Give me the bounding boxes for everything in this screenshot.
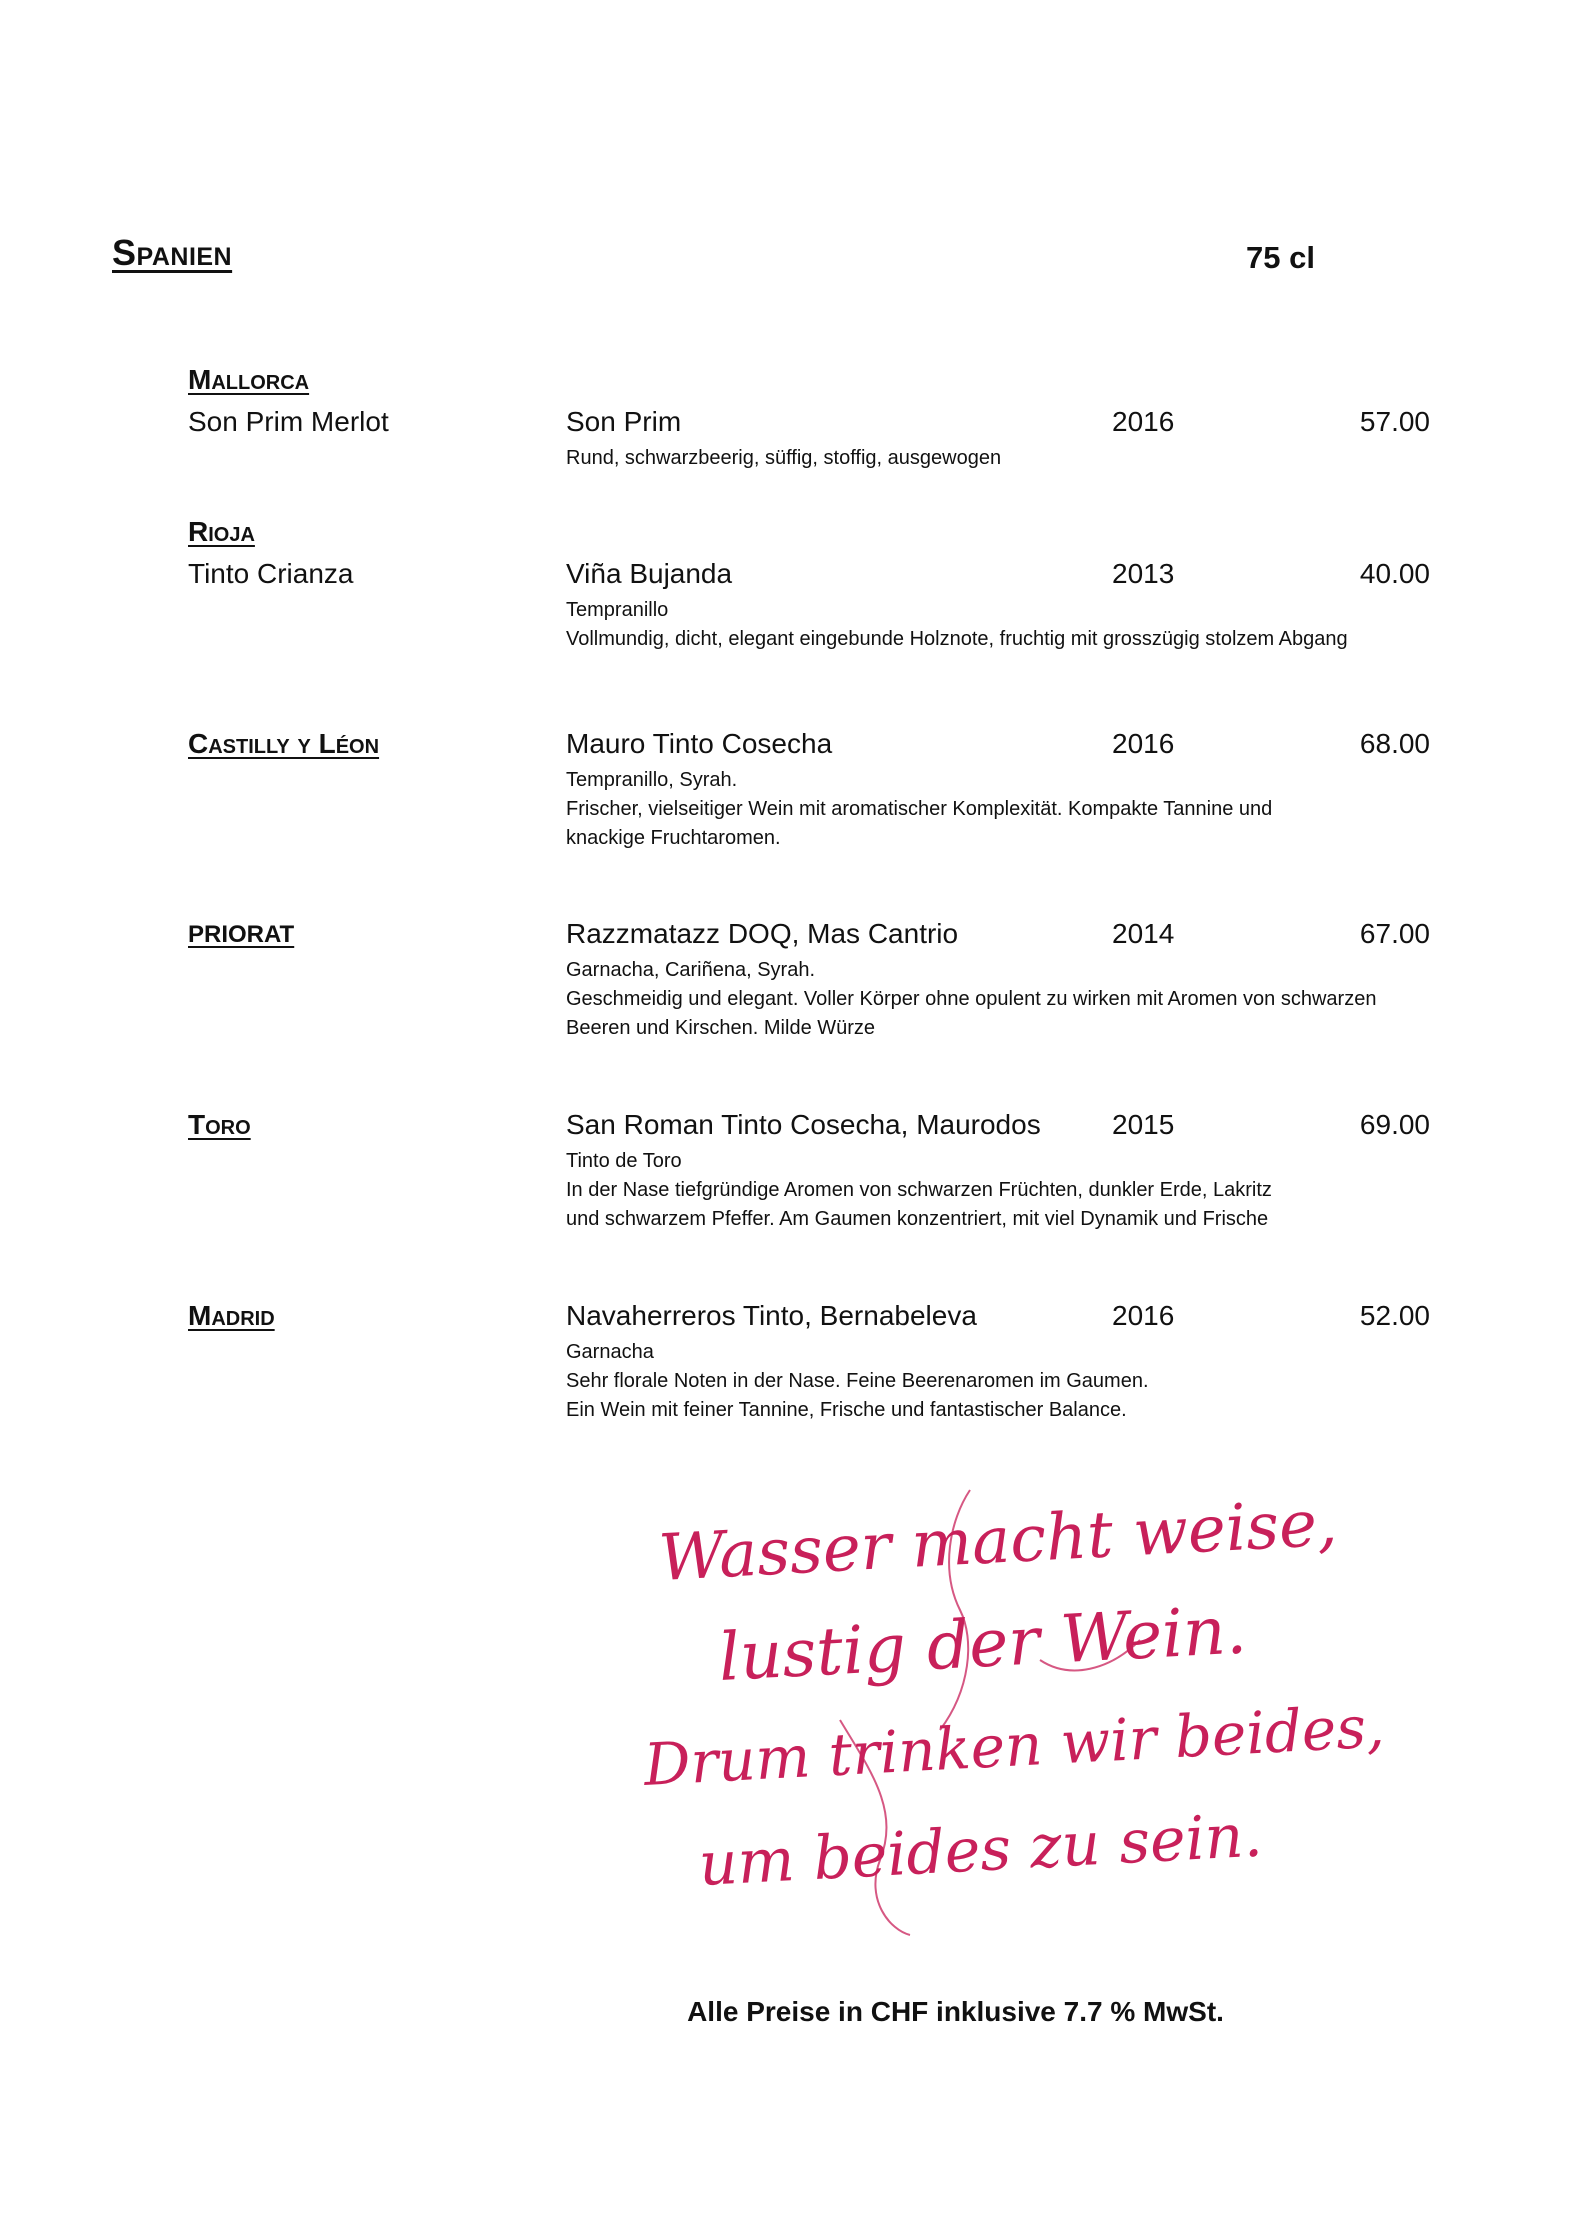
quote-line-1: Wasser macht weise, xyxy=(656,1486,1339,1596)
vintage-priorat: 2014 xyxy=(1112,918,1175,949)
wine-name-priorat: Razzmatazz DOQ, Mas Cantrio xyxy=(566,918,959,949)
region-toro: Toro xyxy=(188,1109,251,1140)
quote-line-2: lustig der Wein. xyxy=(716,1591,1249,1696)
note-madrid-3: Ein Wein mit feiner Tannine, Frische und fantastischer Balance. xyxy=(566,1399,1127,1421)
region-priorat: PRIORAT xyxy=(188,921,295,948)
note-madrid-1: Garnacha xyxy=(566,1341,654,1363)
note-madrid-2: Sehr florale Noten in der Nase. Feine Beerenaromen im Gaumen. xyxy=(566,1370,1149,1392)
price-priorat: 67.00 xyxy=(1359,918,1430,949)
note-castilly-1: Tempranillo, Syrah. xyxy=(566,769,738,791)
vintage-mallorca: 2016 xyxy=(1112,406,1175,437)
price-mallorca: 57.00 xyxy=(1359,406,1430,437)
vintage-toro: 2015 xyxy=(1112,1109,1175,1140)
note-toro-1: Tinto de Toro xyxy=(566,1150,682,1172)
price-castilly: 68.00 xyxy=(1359,728,1430,759)
region-rioja: Rioja xyxy=(188,516,255,547)
wine-name-toro: San Roman Tinto Cosecha, Maurodos xyxy=(566,1109,1041,1140)
appellation-rioja: Tinto Crianza xyxy=(188,558,354,589)
note-toro-2: In der Nase tiefgründige Aromen von schwarzen Früchten, dunkler Erde, Lakritz xyxy=(566,1179,1272,1201)
calligraphy-quote xyxy=(640,1480,1386,1940)
note-toro-3: und schwarzem Pfeffer. Am Gaumen konzentriert, mit viel Dynamik und Frische xyxy=(566,1208,1269,1230)
wine-name-rioja: Viña Bujanda xyxy=(566,558,733,589)
note-mallorca-1: Rund, schwarzbeerig, süffig, stoffig, ausgewogen xyxy=(566,447,1002,469)
quote-line-3: Drum trinken wir beides, xyxy=(642,1692,1386,1799)
region-madrid: Madrid xyxy=(188,1300,275,1331)
vintage-madrid: 2016 xyxy=(1112,1300,1175,1331)
vintage-castilly: 2016 xyxy=(1112,728,1175,759)
note-rioja-1: Tempranillo xyxy=(566,599,669,621)
note-castilly-3: knackige Fruchtaromen. xyxy=(566,827,781,849)
wine-name-madrid: Navaherreros Tinto, Bernabeleva xyxy=(566,1300,977,1331)
quote-line-4: um beides zu sein. xyxy=(697,1800,1265,1900)
page-title: Spanien xyxy=(112,232,233,273)
region-castilly-y-leon: Castilly y Léon xyxy=(188,728,380,759)
note-priorat-2: Geschmeidig und elegant. Voller Körper ohne opulent zu wirken mit Aromen von schwarzen xyxy=(566,988,1377,1010)
price-rioja: 40.00 xyxy=(1359,558,1430,589)
wine-name-castilly: Mauro Tinto Cosecha xyxy=(566,728,833,759)
note-castilly-2: Frischer, vielseitiger Wein mit aromatischer Komplexität. Kompakte Tannine und xyxy=(566,798,1273,820)
price-disclaimer: Alle Preise in CHF inklusive 7.7 % MwSt. xyxy=(687,1996,1224,2027)
wine-name-mallorca: Son Prim xyxy=(566,406,682,437)
volume-label: 75 cl xyxy=(1246,240,1315,275)
price-toro: 69.00 xyxy=(1359,1109,1430,1140)
vintage-rioja: 2013 xyxy=(1112,558,1175,589)
region-mallorca: Mallorca xyxy=(188,364,310,395)
note-rioja-2: Vollmundig, dicht, elegant eingebunde Holznote, fruchtig mit grosszügig stolzem Abgang xyxy=(566,628,1348,650)
price-madrid: 52.00 xyxy=(1359,1300,1430,1331)
appellation-mallorca: Son Prim Merlot xyxy=(188,406,389,437)
note-priorat-3: Beeren und Kirschen. Milde Würze xyxy=(566,1017,876,1039)
note-priorat-1: Garnacha, Cariñena, Syrah. xyxy=(566,959,816,981)
